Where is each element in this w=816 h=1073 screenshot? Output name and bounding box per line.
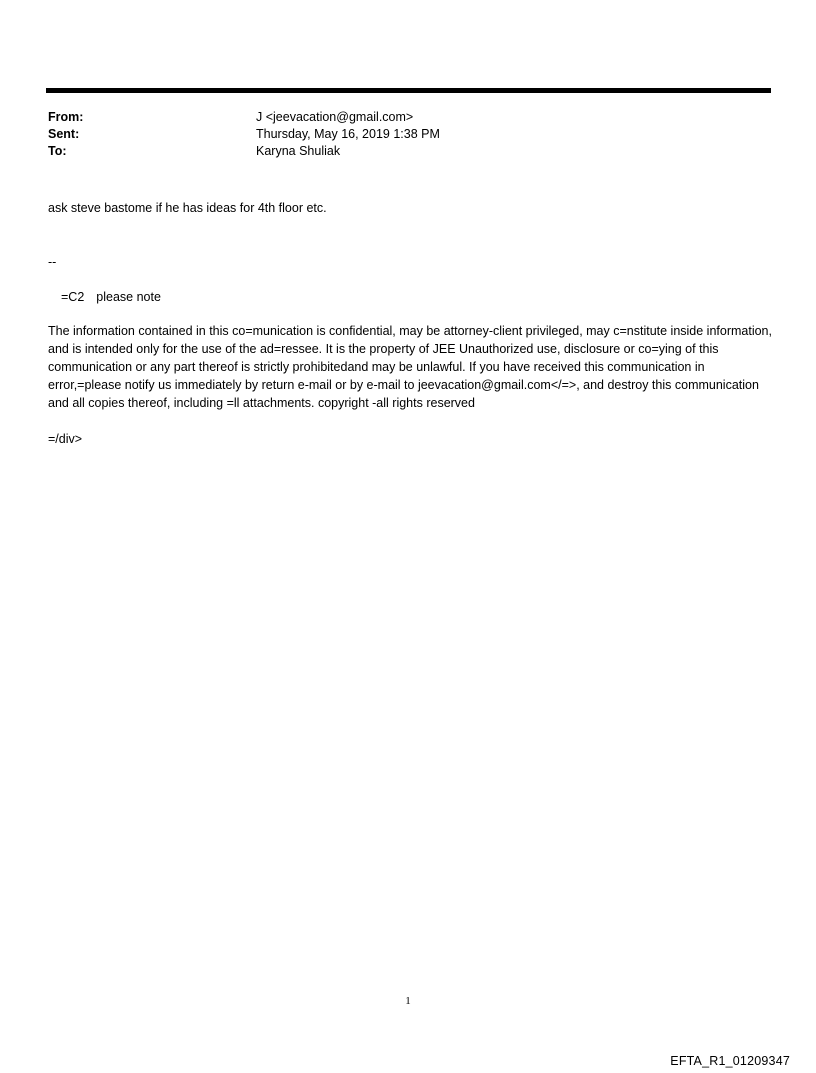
- signature-separator: --: [48, 255, 57, 269]
- to-row: [48, 143, 748, 160]
- confidentiality-disclaimer: The information contained in this co=munication is confidential, may be attorney-client privileged, may c=nstitute inside information, and is intended only for the use of the ad=ressee. It is the property of JEE Unauthorized use, disclosure or co=ying of this communication or any part thereof is strictly prohibitedand may be unlawful. If you have received this communication in error,=please notify us immediately by return e-mail or by e-mail to jeevacation@gmail.com</=>, and destroy this communication and all copies thereof, including =ll attachments. copyright -all rights reserved: [48, 324, 772, 410]
- closing-tag-text: =/div>: [48, 432, 83, 446]
- from-label: From:: [48, 110, 84, 124]
- note-line: [61, 288, 786, 306]
- to-label: To:: [48, 144, 67, 158]
- from-row: [48, 109, 748, 126]
- page-number: 1: [405, 995, 411, 1007]
- sent-value: Thursday, May 16, 2019 1:38 PM: [256, 127, 440, 141]
- from-value: J <jeevacation@gmail.com>: [256, 110, 414, 124]
- sent-label: Sent:: [48, 127, 80, 141]
- note-text: please note: [96, 290, 161, 304]
- email-header: [48, 109, 748, 160]
- to-value: Karyna Shuliak: [256, 144, 341, 158]
- header-divider-rule: [46, 88, 771, 93]
- bates-number: EFTA_R1_01209347: [670, 1054, 790, 1068]
- email-message: ask steve bastome if he has ideas for 4th floor etc.: [48, 201, 327, 215]
- sent-row: [48, 126, 748, 143]
- note-prefix: =C2: [61, 290, 85, 304]
